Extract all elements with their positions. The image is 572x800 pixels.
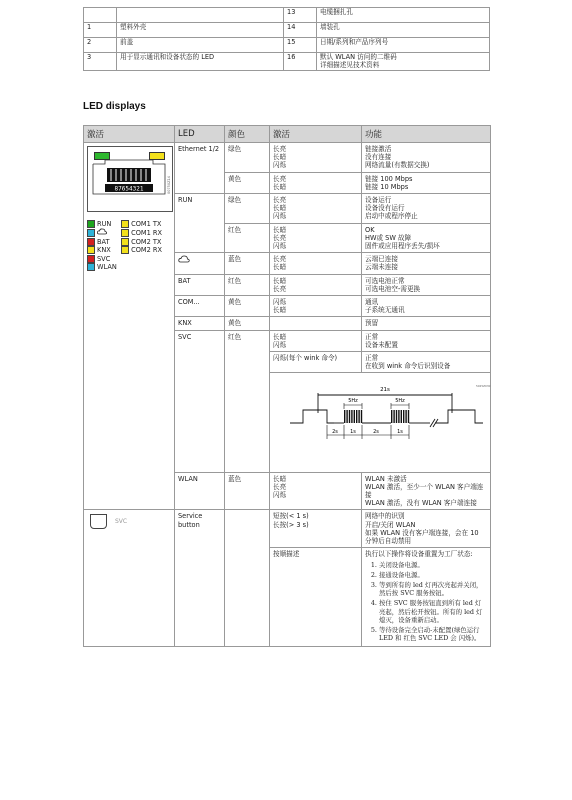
led-activation — [270, 253, 362, 274]
led-name: WLAN — [175, 472, 225, 510]
led-legend — [87, 220, 171, 271]
rj45-port-icon — [91, 160, 171, 208]
table-row — [84, 510, 491, 548]
com1-rx-led-icon — [121, 229, 129, 237]
func-line: 正常 — [365, 332, 379, 341]
led-function — [362, 194, 491, 224]
func-line: 云端已连接 — [365, 255, 398, 264]
part-number: 15 — [284, 38, 317, 53]
legend-label: COM2 TX — [131, 237, 162, 246]
led-function — [362, 472, 491, 510]
led-activation: 按顺描述 — [270, 548, 362, 647]
func-line: 固件或应用程序丢失/损坏 — [365, 242, 440, 251]
service-button-illustration-cell — [84, 510, 175, 647]
knx-led-icon — [87, 246, 95, 254]
led-color: 黄色 — [225, 172, 270, 193]
act-line: 长亮 — [273, 284, 287, 293]
frequency-label: 5Hz — [395, 398, 405, 405]
com1-tx-led-icon — [121, 220, 129, 228]
wink-timing-diagram — [270, 373, 491, 469]
frequency-label: 5Hz — [348, 398, 358, 405]
part-name: 墙装孔 — [317, 23, 490, 38]
led-activation — [270, 223, 362, 253]
table-row — [84, 38, 490, 53]
table-header-row — [84, 126, 491, 143]
legend-label: COM2 RX — [131, 246, 162, 255]
interval-label: 1s — [350, 429, 356, 436]
func-line: 在收到 wink 命令后识别设备 — [365, 362, 451, 371]
cloud-led-icon — [87, 229, 95, 237]
act-line: 长暗 — [273, 332, 287, 341]
led-color: 绿色 — [225, 194, 270, 224]
func-line: 没有连接 — [365, 153, 392, 162]
legend-row — [87, 220, 171, 228]
led-function — [362, 330, 491, 351]
table-row — [84, 8, 490, 23]
led-color: 红色 — [225, 223, 270, 253]
led-function — [362, 274, 491, 295]
led-function: 预留 — [362, 317, 491, 330]
col-led: LED — [175, 126, 225, 143]
func-line: 链接 100 Mbps — [365, 174, 413, 183]
led-activation — [270, 172, 362, 193]
led-function — [362, 253, 491, 274]
act-line: 长暗 — [273, 263, 287, 272]
table-row — [84, 23, 490, 38]
led-color: 蓝色 — [225, 472, 270, 510]
list-item: 1. 关闭设备电源。 — [379, 561, 487, 569]
led-name — [175, 253, 225, 274]
section-title: LED displays — [83, 101, 146, 112]
act-line: 长亮 — [273, 145, 287, 153]
act-line: 长亮 — [273, 196, 287, 205]
cloud-icon — [178, 255, 190, 263]
total-duration-label: 21s — [380, 387, 390, 394]
part-name: 塑料外壳 — [117, 23, 284, 38]
led-function — [362, 352, 491, 373]
legend-row — [87, 246, 171, 254]
led-activation — [270, 296, 362, 317]
list-item: 4. 按住 SVC 服务按钮直到所有 led 灯亮起，然后松开按钮。所有的 led 灯熄灭，设备重新启动。 — [379, 599, 487, 624]
led-activation — [270, 317, 362, 330]
led-name: RUN — [175, 194, 225, 253]
legend-label: RUN — [97, 220, 112, 228]
part-name — [117, 8, 284, 23]
act-line: 闪烁 — [273, 161, 287, 170]
func-line: 如果 WLAN 没有客户端连接，会在 10 分钟后自动禁用 — [365, 528, 479, 546]
func-line: 链接激活 — [365, 145, 392, 153]
part-name-note: 详细描述见技术资料 — [320, 60, 380, 69]
legend-label: COM1 TX — [131, 220, 162, 228]
port-pin-numbers: 87654321 — [114, 185, 144, 193]
col-act: 激活 — [270, 126, 362, 143]
legend-label: KNX — [97, 246, 111, 255]
ethernet-port-image — [87, 146, 173, 212]
func-line: 设备没有运行 — [365, 204, 405, 213]
act-line: 闪烁 — [273, 491, 287, 500]
led-table — [83, 125, 491, 647]
led-name: Ethernet 1/2 — [175, 143, 225, 194]
led-name: COM... — [175, 296, 225, 317]
legend-row — [87, 238, 171, 246]
led-activation: 闪烁(每个 wink 命令) — [270, 352, 362, 373]
part-number: 1 — [84, 23, 117, 38]
led-function — [362, 143, 491, 173]
svc-button-icon — [90, 514, 107, 529]
legend-label: WLAN — [97, 263, 117, 272]
col-color: 颜色 — [225, 126, 270, 143]
led-color: 蓝色 — [225, 253, 270, 274]
act-line: 长暗 — [273, 225, 287, 234]
led-activation — [270, 194, 362, 224]
led-function — [362, 510, 491, 548]
led-function — [362, 296, 491, 317]
svc-led-icon — [87, 255, 95, 263]
table-row — [84, 296, 491, 317]
func-line: 正常 — [365, 354, 379, 363]
col-activation: 激活 — [84, 126, 175, 143]
part-name: 电缆捆扎孔 — [317, 8, 490, 23]
act-line: 长暗 — [273, 276, 287, 285]
act-line: 长暗 — [273, 204, 287, 213]
func-line: 网络流量(有数据交换) — [365, 161, 430, 170]
act-line: 长亮 — [273, 233, 287, 242]
legend-row — [87, 255, 171, 263]
parts-table — [83, 7, 490, 71]
act-line: 长亮 — [273, 482, 287, 491]
led-activation — [270, 472, 362, 510]
led-color: 红色 — [225, 330, 270, 472]
device-illustration-cell — [84, 143, 175, 296]
list-item: 2. 接通设备电源。 — [379, 571, 487, 579]
func-line: 可选电池空-需更换 — [365, 284, 421, 293]
led-name-line: button — [178, 520, 200, 529]
led-color: 黄色 — [225, 296, 270, 317]
act-line: 短按(< 1 s) — [273, 512, 309, 521]
led-color — [225, 510, 270, 647]
act-line: 长暗 — [273, 153, 287, 162]
part-name: 用于显示通讯和设备状态的 LED — [117, 53, 284, 71]
com2-tx-led-icon — [121, 238, 129, 246]
reset-steps — [365, 561, 487, 643]
func-line: 设备未配置 — [365, 340, 398, 349]
table-row — [84, 53, 490, 71]
func-line: 开启/关闭 WLAN — [365, 520, 416, 529]
act-line: 闪烁 — [273, 242, 287, 251]
led-activation — [270, 330, 362, 351]
led-activation — [270, 143, 362, 173]
wlan-led-icon — [87, 263, 95, 271]
part-number: 13 — [284, 8, 317, 23]
func-line: 子系统无通讯 — [365, 306, 405, 315]
svc-button-label: SVC — [115, 517, 128, 525]
led-name — [175, 510, 225, 647]
act-line: 长亮 — [273, 255, 287, 264]
act-line: 长按(> 3 s) — [273, 520, 309, 529]
legend-label: SVC — [97, 254, 111, 263]
act-line: 闪烁 — [273, 212, 287, 221]
part-number: 2 — [84, 38, 117, 53]
bat-led-icon — [87, 238, 95, 246]
act-line: 长亮 — [273, 174, 287, 183]
list-item: 5. 等待设备完全启动-未配置(绿色运行 LED 和 红色 SVC LED 会 闪烁)。 — [379, 626, 487, 642]
interval-label: 2s — [332, 429, 338, 436]
act-line: 长暗 — [273, 306, 287, 315]
part-name-line: 默认 WLAN 访问的二维码 — [320, 53, 397, 61]
led-color: 红色 — [225, 274, 270, 295]
green-led-icon — [94, 152, 110, 160]
led-activation — [270, 510, 362, 548]
led-function — [362, 172, 491, 193]
func-line: HW或 SW 故障 — [365, 233, 412, 242]
table-row — [84, 143, 491, 173]
act-line: 闪烁 — [273, 298, 287, 307]
led-name-line: Service — [178, 512, 203, 521]
part-name: 前盖 — [117, 38, 284, 53]
led-name: SVC — [175, 330, 225, 472]
led-activation — [270, 274, 362, 295]
part-number — [84, 8, 117, 23]
part-number: 14 — [284, 23, 317, 38]
interval-label: 2s — [373, 429, 379, 436]
part-name: 日期/系列和产品序列号 — [317, 38, 490, 53]
func-line: 可选电池正常 — [365, 276, 405, 285]
empty-cell — [84, 296, 175, 510]
act-line: 闪烁 — [273, 340, 287, 349]
func-line: 通讯 — [365, 298, 379, 307]
led-color: 黄色 — [225, 317, 270, 330]
part-number: 3 — [84, 53, 117, 71]
led-color: 绿色 — [225, 143, 270, 173]
led-name: KNX — [175, 317, 225, 330]
func-line: 云端未连接 — [365, 263, 398, 272]
reset-intro: 执行以下操作将设备重置为工厂状态: — [365, 550, 473, 559]
part-number: 16 — [284, 53, 317, 71]
figure-code: 00750Z14 — [167, 176, 171, 194]
led-function — [362, 223, 491, 253]
legend-label: BAT — [97, 237, 110, 246]
com2-rx-led-icon — [121, 246, 129, 254]
func-line: 链接 10 Mbps — [365, 182, 409, 191]
interval-label: 1s — [397, 429, 403, 436]
cloud-icon — [97, 228, 119, 237]
legend-label: COM1 RX — [131, 229, 162, 238]
figure-code: 5025Z030 — [476, 384, 491, 389]
timing-diagram-cell — [270, 373, 491, 472]
func-line: WLAN 激活，至少一个 WLAN 客户端连接 — [365, 482, 484, 500]
func-line: 启动中或程序停止 — [365, 212, 418, 221]
led-name: BAT — [175, 274, 225, 295]
func-line: WLAN 未激活 — [365, 474, 407, 483]
svc-button-image — [87, 514, 171, 529]
yellow-led-icon — [149, 152, 165, 160]
act-line: 长暗 — [273, 182, 287, 191]
led-function — [362, 548, 491, 647]
col-function: 功能 — [362, 126, 491, 143]
legend-row — [87, 263, 171, 271]
func-line: 网络中的识别 — [365, 512, 405, 521]
part-name — [317, 53, 490, 71]
func-line: OK — [365, 225, 375, 234]
func-line: WLAN 激活，没有 WLAN 客户端连接 — [365, 499, 477, 508]
func-line: 设备运行 — [365, 196, 392, 205]
legend-row — [87, 228, 171, 237]
act-line: 长暗 — [273, 474, 287, 483]
run-led-icon — [87, 220, 95, 228]
list-item: 3. 等到所有的 led 灯再次亮起并关闭，然后按 SVC 服务按钮。 — [379, 581, 487, 597]
